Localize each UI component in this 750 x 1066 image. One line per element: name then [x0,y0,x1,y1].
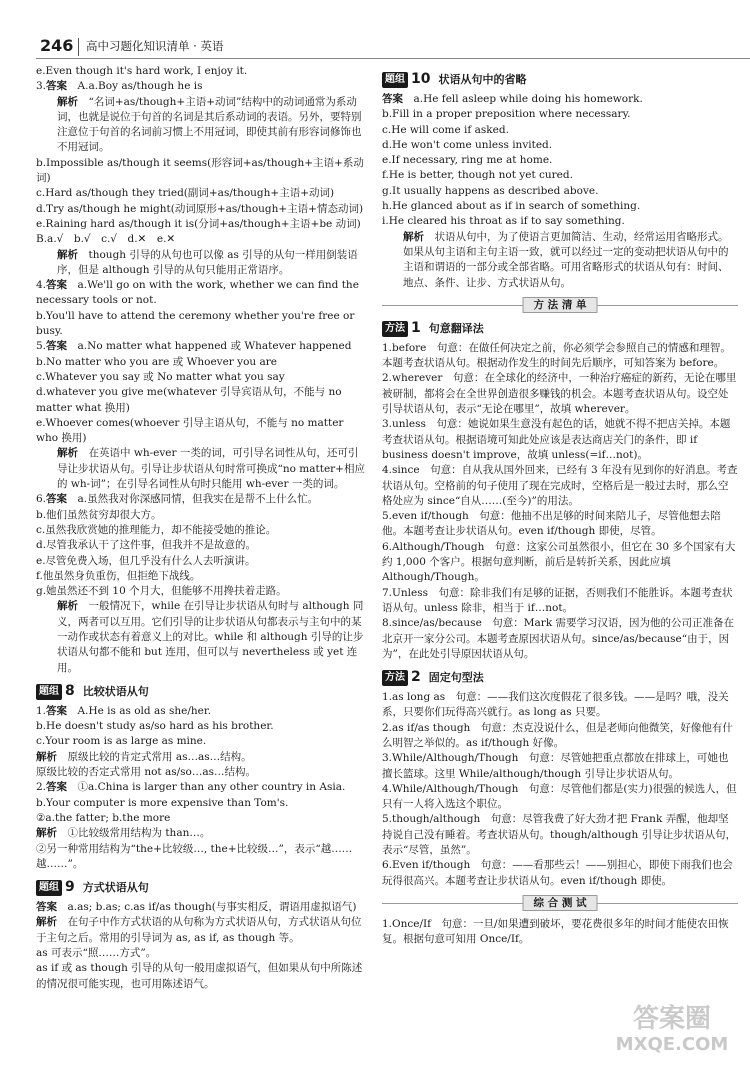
text-line: b.他们虽然贫穷却很大方。 [36,508,162,521]
answer-label: 解析 [36,827,57,840]
group-title: 句意翻译法 [428,322,484,336]
group-number: 1 [411,320,421,337]
group-number: 8 [65,683,75,700]
text-line: 4.答案 a.We'll go on with the work, whether we can find the necessary tools or not. [36,279,359,307]
text-line: 解析 状语从句中，为了使语言更加简洁、生动，经常运用省略形式。如果从句主语和主句主语一致，就可以经过一定的变动把状语从句中的主语和谓语的一部分或全部省略。可用省略形式的状语从句有：时间、地点、条件、让步、方式状语从句。 [403,230,729,289]
group-tag: 题组 [36,880,62,896]
text-line: 1.Once/If 句意：一旦/如果遭到破坏，要花费很多年的时间才能使农田恢复。根据句意可知用 Once/If。 [382,917,729,946]
text-line: 解析 though 引导的从句也可以像 as 引导的从句一样用倒装语序，但是 although 引导的从句只能用正常语序。 [57,248,358,276]
text-line: g.It usually happens as described above. [382,184,599,197]
text-line: 6.Even if/though 句意：——看那些云！——别担心，即使下雨我们也会玩得很高兴。本题考查让步状语从句。even if/though 即使。 [382,859,733,887]
watermark-text: 答案圈 [632,1004,711,1034]
answer-label: 解析 [57,248,78,261]
answer-label: 答案 [46,279,68,292]
text-line: e.If necessary, ring me at home. [382,154,553,167]
text-line: d.whatever you give me(whatever 引导宾语从句，不能与 no matter what 换用) [36,386,342,414]
group-tag: 方法 [382,321,408,337]
text-line: b.Impossible as/though it seems(形容词+as/though+主语+系动词) [36,156,364,185]
answer-label: 答案 [46,704,68,717]
answer-label: 解析 [57,95,78,108]
group-number: 9 [65,879,75,896]
text-line: 2.as if/as though 句意：杰克没说什么，但是老师向他微笑，好像他有什么明智之举似的。as if/though 好像。 [382,721,733,749]
text-line: c.He will come if asked. [382,123,509,136]
group-title: 方式状语从句 [82,881,149,895]
text-line: 解析 “名词+as/though+主语+动词”结构中的动词通常为系动词，也就是说位于句首的名词是其后系动词的表语。另外，要特别注意位于句首的名词前习惯上不用冠词，即使其前有形容词修饰也不用冠词。 [57,95,362,154]
text-line: 5.even if/though 句意：他抽不出足够的时间来陪儿子，尽管他想去陪他。本题考查让步状语从句。even if/though 即使，尽管。 [382,510,721,538]
answer-label: 答案 [46,493,68,506]
text-line: i.He cleared his throat as if to say something. [382,215,625,228]
answer-label: 解析 [57,600,78,613]
text-line: c.虽然我欣赏她的推理能力，却不能接受她的推论。 [36,523,277,536]
text-line: 1.答案 A.He is as old as she/her. [36,704,212,717]
text-line: 解析 一般情况下，while 在引导让步状语从句时与 although 同义，两者可以互用。它们引导的让步状语从句都表示与主句中的某一动作或状态有着意义上的对比。while 和 although 引导的让步状语从句都不能和 but 连用，但可以与 nevertheless 或 yet 连用。 [57,600,364,674]
text-line: 1.before 句意：在做任何决定之前，你必须学会参照自己的情感和理智。本题考查状语从句。根据动作发生的时间先后顺序，可知答案为 before。 [382,341,731,370]
section-banner [382,297,738,313]
text-line: 3.unless 句意：她说如果生意没有起色的话，她就不得不把店关掉。本题考查状语从句。根据语境可知此处应该是表达商店关门的条件，即 if business doesn't improve，故填 unless(=if…not)。 [382,418,731,461]
watermark-url: MXQE.COM [615,1034,729,1055]
text-line: 答案 a.He fell asleep while doing his homework. [382,93,643,105]
section-banner [382,895,738,911]
text-line: 4.While/Although/Though 句意：尽管他们都是(实力)很强的候选人，但只有一人将入选这个职位。 [382,782,737,811]
text-line: 3.While/Although/Though 句意：尽管她把重点都放在排球上，可她也擅长篮球。这里 While/although/though 引导让步状语从句。 [382,752,729,780]
group-heading [36,879,368,897]
left-column [36,64,368,1052]
text-line: e.尽管免费入场，但几乎没有什么人去听演讲。 [36,554,256,567]
text-line: d.尽管我承认干了这件事，但我并不是故意的。 [36,539,257,552]
group-heading [382,71,738,89]
text-line: 7.Unless 句意：除非我们有足够的证据，否则我们不能胜诉。本题考查状语从句。unless 除非，相当于 if…not。 [382,586,733,614]
text-line: d.He won't come unless invited. [382,138,553,151]
text-line: b.No matter who you are 或 Whoever you are [36,355,278,368]
group-heading [382,669,738,687]
text-line: d.Try as/though he might(动词原形+as/though+主语+情态动词) [36,202,364,215]
header-divider [78,38,79,56]
text-line: b.Fill in a proper preposition where necessary. [382,108,631,121]
text-line: 答案 a.as; b.as; c.as if/as though(与事实相反，谓语用虚拟语气) [36,901,357,914]
group-number: 10 [411,71,431,88]
text-line: b.You'll have to attend the ceremony whether you're free or busy. [36,309,355,338]
text-line: 2.wherever 句意：在全球化的经济中，一种治疗癌症的新药，无论在哪里被研制，都将会在全世界创造很多赚钱的机会。本题考查状语从句。设空处引导状语从句，表示“无论在哪里”，故填 wherever。 [382,372,737,416]
text-line: B.a.√ b.√ c.√ d.✕ e.✕ [36,233,176,246]
group-title: 状语从句中的省略 [438,73,527,87]
group-tag: 方法 [382,670,408,686]
text-line: c.Hard as/though they tried(副词+as/though+主语+动词) [36,187,335,200]
text-line: e.Raining hard as/though it is(分词+as/though+主语+be 动词) [36,217,361,230]
text-line: ②a.the fatter; b.the more [36,811,171,824]
text-line: b.He doesn't study as/so hard as his brother. [36,720,274,733]
text-line: 3.答案 A.a.Boy as/though he is [36,80,203,93]
text-line: ②另一种常用结构为“the+比较级…, the+比较级…”，表示“越……越……”。 [36,842,353,870]
group-tag: 题组 [36,684,62,700]
text-line: f.他虽然身负重伤，但拒绝下战线。 [36,569,201,582]
text-line: 解析 在英语中 wh-ever 一类的词，可引导名词性从句，还可引导让步状语从句。引导让步状语从句时常可换成“no matter+相应的 wh-词”；在引导名词性从句时只能用 wh-ever 一类的词。 [57,447,365,491]
answer-label: 解析 [403,230,424,243]
banner-label: 综 合 测 试 [523,895,598,911]
answer-label: 解析 [57,447,78,460]
text-line: 6.答案 a.虽然我对你深感同情，但我实在是帮不上什么忙。 [36,493,319,506]
text-line: h.He glanced about as if in search of something. [382,200,641,213]
text-line: as if 或 as though 引导的从句一般用虚拟语气，但如果从句中所陈述的情况很可能实现，也可用陈述语气。 [36,962,363,990]
text-line: 解析 原级比较的肯定式常用 as…as…结构。 [36,750,252,763]
text-line: 解析 ①比较级常用结构为 than…。 [36,827,211,840]
group-title: 固定句型法 [428,671,484,685]
header-rule [36,58,750,59]
text-line: 5.答案 a.No matter what happened 或 Whatever happened [36,340,352,353]
text-line: g.她虽然还不到 10 个月大，但能够不用搀扶着走路。 [36,585,287,598]
answer-label: 解析 [36,750,57,763]
answer-label: 解析 [36,916,57,929]
watermark-logo [602,1004,742,1060]
right-column [382,64,738,1052]
text-line: f.He is better, though not yet cured. [382,169,573,182]
banner-label: 方 法 清 单 [523,297,598,313]
group-tag: 题组 [382,72,408,88]
answer-label: 答案 [382,93,403,105]
text-line: 2.答案 ①a.China is larger than any other country in Asia. [36,781,346,794]
group-title: 比较状语从句 [82,685,149,699]
text-line: 5.though/although 句意：尽管我费了好大劲才把 Frank 弄醒，他却坚持说自己没有睡着。考查状语从句。though/although 引导让步状语从句，表示“尽管，虽然”。 [382,813,737,857]
group-heading [382,320,738,338]
text-line: 解析 在句子中作方式状语的从句称为方式状语从句，方式状语从句位于主句之后。常用的引导词为 as, as if, as though 等。 [36,916,362,944]
answer-label: 答案 [46,80,68,93]
text-line: e.Even though it's hard work, I enjoy it. [36,65,248,77]
text-line: 原级比较的否定式常用 not as/so…as…结构。 [36,766,257,779]
answer-label: 答案 [36,901,57,914]
text-line: as 可表示“照……方式”。 [36,947,157,960]
book-title: 高中习题化知识清单 · 英语 [86,39,224,53]
text-line: e.Whoever comes(whoever 引导主语从句，不能与 no matter who 换用) [36,416,344,445]
text-line: b.Your computer is more expensive than Tom's. [36,796,289,809]
answer-label: 答案 [46,781,68,794]
text-line: 4.since 句意：自从我从国外回来，已经有 3 年没有见到你的好消息。考查状语从句。空格前的句子使用了现在完成时，空格后是一般过去时，那么空格处应为 since“自从……(至今)”的用法。 [382,464,738,507]
text-line: 6.Although/Though 句意：这家公司虽然很小，但它在 30 多个国家有大约 1,000 个客户。根据句意判断，前后是转折关系，因此应填 Although/Though。 [382,540,736,584]
text-line: 8.since/as/because 句意：Mark 需要学习汉语，因为他的公司正准备在北京开一家分公司。本题考查原因状语从句。since/as/because“由于，因为”，在此处引导原因状语从句。 [382,617,735,660]
group-heading [36,683,368,701]
group-number: 2 [411,669,421,686]
page-number: 246 [40,36,74,55]
answer-label: 答案 [46,340,68,353]
text-line: c.Whatever you say 或 No matter what you say [36,370,285,383]
text-line: 1.as long as 句意：——我们这次度假花了很多钱。——是吗？哦，没关系，只要你们玩得高兴就行。as long as 只要。 [382,691,729,719]
text-line: c.Your room is as large as mine. [36,735,207,748]
page-header [0,0,750,60]
